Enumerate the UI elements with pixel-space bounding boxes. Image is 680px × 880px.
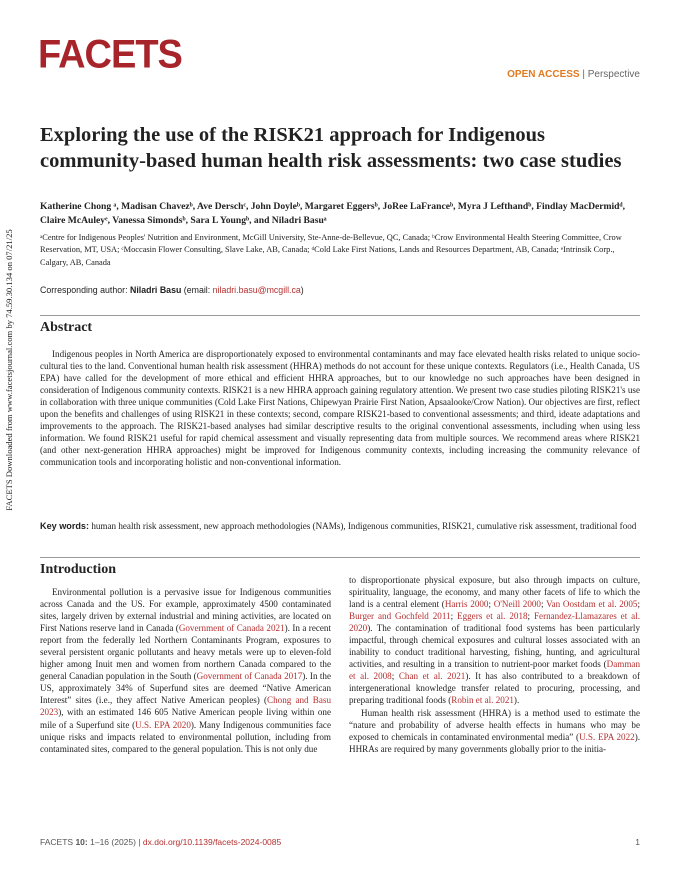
download-sidebar: FACETS Downloaded from www.facetsjournal.com by 74.59.30.134 on 07/21/25 bbox=[4, 229, 14, 511]
corresponding-name: Niladri Basu bbox=[130, 285, 182, 295]
open-access-label: OPEN ACCESS bbox=[507, 69, 580, 80]
email-link[interactable]: niladri.basu@mcgill.ca bbox=[212, 285, 301, 295]
doi-link[interactable]: dx.doi.org/10.1139/facets-2024-0085 bbox=[142, 837, 282, 847]
article-type: Perspective bbox=[587, 69, 640, 80]
keywords: Key words: human health risk assessment, new approach methodologies (NAMs), Indigenous communities, RISK21, cumulative risk assessment, traditional food bbox=[40, 521, 637, 531]
introduction-heading: Introduction bbox=[40, 562, 116, 577]
intro-column-right: to disproportionate physical exposure, but also through impacts on culture, spirituality, language, the economy, and many other facets of life to which the land is a central element (Harris 2000; O'Neill 2000; Van Oostdam et al. 2005; Burger and Gochfeld 2011; Eggers et al. 2018; Fernandez-Llamazares et al. 2020). The contamination of traditional food systems has been particularly impactful, through chemical exposures and cultural losses associated with an inability to conduct traditional harvesting, fishing, hunting, and agricultural activities, and resulting in a transition to nutrient-poor market foods (Damman et al. 2008; Chan et al. 2021). It has also contributed to a breakdown of intergenerational knowledge transfer related to procuring, processing, and preparing traditional foods (Robin et al. 2021). Human health risk assessment (HHRA) is a method used to estimate the “nature and probability of adverse health effects in humans who may be exposed to chemicals in contaminated environmental media” (U.S. EPA 2022). HHRAs are required by many governments globally prior to the initia- bbox=[349, 575, 640, 754]
author-list: Katherine Chong ᵃ, Madisan Chavezᵇ, Ave Derschᶜ, John Doyleᵇ, Margaret Eggersᵇ, JoRee LaFranceᵇ, Myra J Lefthandᵇ, Findlay MacDermidᵈ, Claire McAuleyᵉ, Vanessa Simondsᵇ, Sara L Youngᵇ, and Niladri Basuᵃ bbox=[40, 201, 626, 226]
separator: | bbox=[582, 69, 585, 80]
page-footer: FACETS 10: 1–16 (2025) | dx.doi.org/10.1139/facets-2024-0085 bbox=[40, 837, 282, 847]
corresponding-author: Corresponding author: Niladri Basu (email: niladri.basu@mcgill.ca) bbox=[40, 285, 304, 295]
intro-column-left: Environmental pollution is a pervasive issue for Indigenous communities across Canada and the US. For example, approximately 4500 contaminated sites, largely driven by external industrial and mining activities, are located on First Nations reserve land in Canada (Government of Canada 2021). In a recent report from the federally led Northern Contaminants Program, exposures to several persistent organic pollutants and heavy metals were up to eleven-fold higher among Inuit men and women from northern Canada compared to the general Canadian population in the South (Government of Canada 2017). In the US, approximately 34% of Superfund sites are deemed “Native American Interest” sites (i.e., they affect Native American peoples) (Chong and Basu 2023), with an estimated 146 605 Native American people living within one mile of a Superfund site (U.S. EPA 2020). Many Indigenous communities face unique risks and impacts related to environmental pollution, including from contaminated sites, compared to the general population. This is not only due bbox=[40, 587, 332, 754]
divider bbox=[40, 557, 640, 558]
facets-logo: FACETS bbox=[38, 32, 182, 77]
page-number: 1 bbox=[635, 837, 640, 847]
affiliations: ᵃCentre for Indigenous Peoples' Nutrition and Environment, McGill University, Ste-Anne-de-Bellevue, QC, Canada; ᵇCrow Environmental Health Steering Committee, Crow Reservation, MT, USA; ᶜMoccasin Flower Consulting, Slave Lake, AB, Canada; ᵈCold Lake First Nations, Lands and Resources Department, AB, Canada; ᵉIntrinsik Corp., Calgary, AB, Canada bbox=[40, 233, 622, 267]
article-title: Exploring the use of the RISK21 approach for Indigenous community-based human health risk assessments: two case studies bbox=[40, 124, 622, 172]
access-badge bbox=[507, 69, 640, 80]
abstract-text: Indigenous peoples in North America are disproportionately exposed to environmental contaminants and may face elevated health risks related to unique socio-cultural ties to the land. Conventional human health risk assessment (HHRA) methods do not account for these unique contexts. Regulators (i.e., Health Canada, US EPA) have called for the development of more ethical and efficient HHRA approaches, but to our knowledge no such approaches have been designed in consideration of Indigenous community contexts. RISK21 is a new HHRA approach gaining regulatory attention. We present two case studies piloting RISK21's use in collaboration with three unique communities (Cold Lake First Nations, Chipewyan Prairie First Nation, Apsaalooke/Crow Nation). Our objectives are first, reflect upon the benefits and challenges of using RISK21 in these contexts; second, compare RISK21-based to conventional assessments; and third, ideate adaptations and improvements to the approach. The RISK21-based analyses had similar descriptive results to the original conventional assessments, including when using less information. We found RISK21 useful for rapid chemical assessment and visually representing data from multiple sources. We recommend areas where RISK21 (and other next-generation HHRA approaches) might be improved for Indigenous community contexts, including increasing the community relevance of communication tools and incorporating holistic and non-conventional information. bbox=[40, 349, 640, 468]
divider bbox=[40, 315, 640, 316]
abstract-heading: Abstract bbox=[40, 320, 93, 335]
